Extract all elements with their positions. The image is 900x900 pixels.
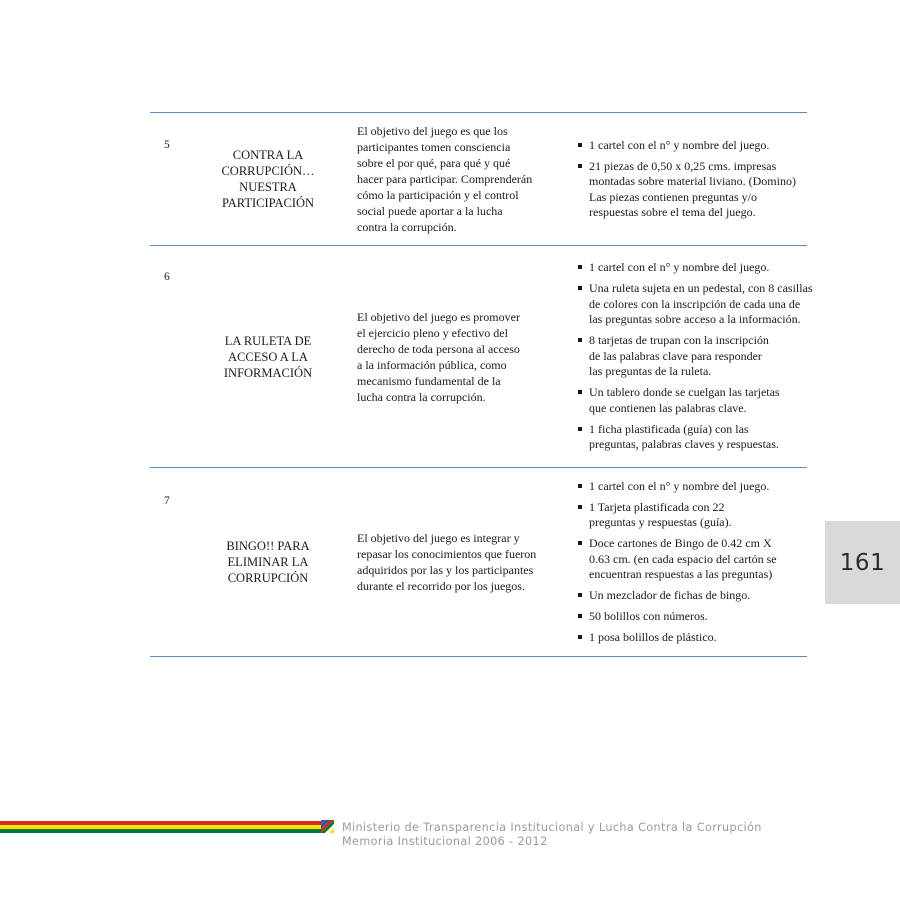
wiphala-emblem-icon [321, 820, 334, 833]
page-number: 161 [839, 549, 886, 576]
game-number: 6 [164, 271, 170, 283]
game-name: LA RULETA DE ACCESO A LA INFORMACIÓN [223, 333, 313, 380]
material-item: Un mezclador de fichas de bingo. [576, 588, 838, 604]
material-item: 50 bolillos con números. [576, 609, 838, 625]
flag-green-stripe [0, 829, 322, 833]
game-materials [576, 260, 838, 453]
footer-memoria: Memoria Institucional 2006 - 2012 [342, 835, 548, 848]
game-number: 7 [164, 495, 170, 507]
material-item: 21 piezas de 0,50 x 0,25 cms. impresas montadas sobre material liviano. (Domino) Las piezas contienen preguntas y/o respuestas sobre el tema del juego. [576, 159, 838, 221]
material-item: Una ruleta sujeta en un pedestal, con 8 casillas de colores con la inscripción de cada una de las preguntas sobre acceso a la información. [576, 281, 838, 328]
game-objective: El objetivo del juego es promover el ejercicio pleno y efectivo del derecho de toda persona al acceso a la información pública, como mecanismo fundamental de la lucha contra la corrupción. [357, 309, 520, 404]
game-materials [576, 479, 838, 646]
material-item: 1 posa bolillos de plástico. [576, 630, 838, 646]
table-row [150, 113, 807, 246]
game-objective: El objetivo del juego es integrar y repasar los conocimientos que fueron adquiridos por las y los participantes durante el recorrido por los juegos. [357, 531, 537, 593]
page-number-tab [825, 521, 900, 604]
material-item: 8 tarjetas de trupan con la inscripción de las palabras clave para responder las preguntas de la ruleta. [576, 333, 838, 380]
game-materials [576, 138, 838, 221]
game-name: BINGO!! PARA ELIMINAR LA CORRUPCIÓN [226, 539, 310, 585]
table-row [150, 246, 813, 468]
material-item: Un tablero donde se cuelgan las tarjetas que contienen las palabras clave. [576, 385, 838, 416]
material-item: 1 ficha plastificada (guía) con las preguntas, palabras claves y respuestas. [576, 422, 838, 453]
footer-ministry: Ministerio de Transparencia Institucional y Lucha Contra la Corrupción [342, 821, 762, 834]
games-table [150, 112, 813, 657]
material-item: 1 Tarjeta plastificada con 22 preguntas y respuestas (guía). [576, 500, 838, 531]
game-objective: El objetivo del juego es que los participantes tomen consciencia sobre el por qué, para qué y qué hacer para participar. Comprenderán cómo la participación y el control social puede aportar a la lucha contra la corrupción. [357, 124, 533, 234]
table-row [150, 468, 807, 657]
material-item: 1 cartel con el n° y nombre del juego. [576, 479, 838, 495]
material-item: 1 cartel con el n° y nombre del juego. [576, 138, 838, 154]
footer [342, 821, 762, 849]
material-item: 1 cartel con el n° y nombre del juego. [576, 260, 838, 276]
game-name: CONTRA LA CORRUPCIÓN… NUESTRA PARTICIPACIÓN [221, 148, 315, 210]
game-number: 5 [164, 139, 170, 151]
material-item: Doce cartones de Bingo de 0.42 cm X 0.63 cm. (en cada espacio del cartón se encuentran respuestas a las preguntas) [576, 536, 838, 583]
bolivia-flag-stripe [0, 821, 322, 833]
